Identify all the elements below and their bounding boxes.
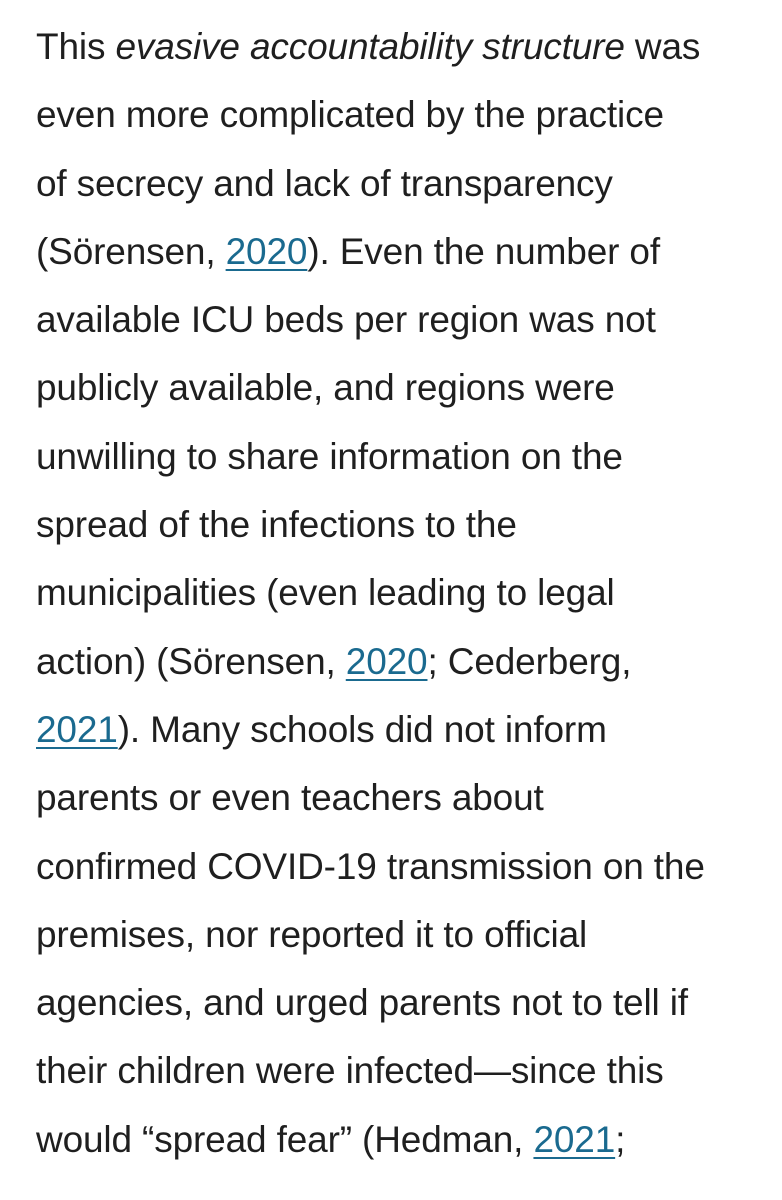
text-line xyxy=(36,13,776,81)
citation-link-sorensen-2020[interactable]: 2020 xyxy=(225,230,308,272)
text-line: parents or even teachers about xyxy=(36,777,544,819)
text-segment: action) (Sörensen, xyxy=(36,640,346,682)
text-line: premises, nor reported it to official xyxy=(36,913,588,955)
text-segment: (Sörensen, xyxy=(36,230,226,272)
text-line: confirmed COVID-19 transmission on the xyxy=(36,845,705,887)
text-line xyxy=(36,628,776,696)
text-line xyxy=(36,1106,776,1174)
text-line: their children were infected—since this xyxy=(36,1050,664,1092)
text-segment: ; xyxy=(615,1118,626,1160)
text-segment: was xyxy=(624,26,701,67)
text-segment: would “spread fear” (Hedman, xyxy=(36,1118,534,1160)
text-line: available ICU beds per region was not xyxy=(36,299,656,341)
text-segment: ; Cederberg, xyxy=(427,640,632,682)
text-line: of secrecy and lack of transparency xyxy=(36,162,613,204)
article-paragraph xyxy=(36,13,776,1174)
citation-link-hedman-2021[interactable]: 2021 xyxy=(533,1118,616,1160)
text-line: agencies, and urged parents not to tell if xyxy=(36,982,688,1024)
text-line: spread of the infections to the xyxy=(36,504,517,546)
text-line: municipalities (even leading to legal xyxy=(36,572,615,614)
citation-link-sorensen-2020-b[interactable]: 2020 xyxy=(345,640,428,682)
text-segment: ). Many schools did not inform xyxy=(117,708,607,750)
text-line xyxy=(36,696,776,764)
emphasized-term: evasive accountability structure xyxy=(115,26,625,67)
citation-link-cederberg-2021[interactable]: 2021 xyxy=(36,708,118,750)
text-segment: This xyxy=(36,26,116,67)
text-line xyxy=(36,218,776,286)
text-line: publicly available, and regions were xyxy=(36,367,615,409)
text-line: even more complicated by the practice xyxy=(36,94,664,136)
text-segment: ). Even the number of xyxy=(307,230,660,272)
text-line: unwilling to share information on the xyxy=(36,435,623,477)
